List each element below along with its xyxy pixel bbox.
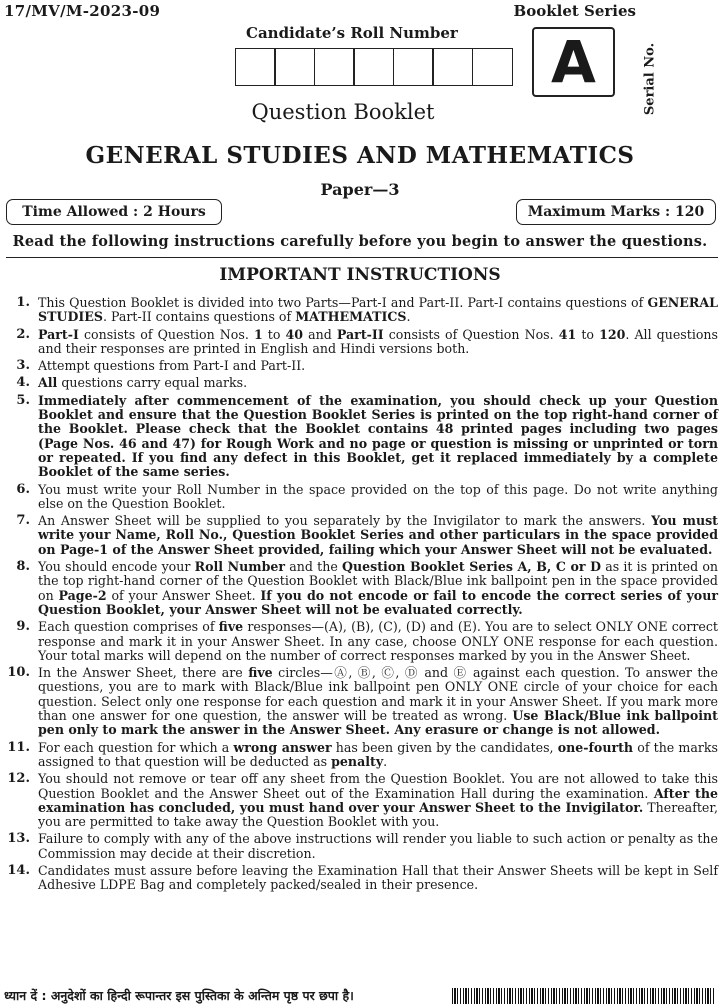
barcode	[452, 988, 716, 1004]
instruction-item	[6, 514, 718, 557]
instruction-number: 6.	[16, 481, 30, 497]
instruction-number: 7.	[16, 513, 30, 529]
instruction-text: You should not remove or tear off any sheet from the Question Booklet. You are not allowed to take this Question Booklet and the Answer Sheet out of the Examination Hall during the examination. After the examination has concluded, you must hand over your Answer Sheet to the Invigilator. Thereafter, you are permitted to take away the Question Booklet with you.	[38, 771, 719, 830]
booklet-series-letter: A	[551, 28, 596, 96]
instruction-text: Candidates must assure before leaving the Examination Hall that their Answer Sheets will be kept in Self Adhesive LDPE Bag and completely packed/sealed in their presence.	[38, 862, 718, 893]
instruction-item	[6, 741, 718, 770]
instruction-text: Attempt questions from Part-I and Part-II.	[38, 358, 306, 374]
roll-number-label: Candidate’s Roll Number	[246, 24, 458, 42]
booklet-series-label: Booklet Series	[513, 2, 636, 20]
instruction-number: 9.	[16, 619, 30, 635]
instruction-number: 4.	[16, 375, 30, 391]
hindi-note: ध्यान दें : अनुदेशों का हिन्दी रूपान्तर इस पुस्तिका के अन्तिम पृष्ठ पर छपा है।	[4, 988, 354, 1003]
question-booklet-label: Question Booklet	[251, 100, 435, 124]
instruction-number: 11.	[7, 739, 30, 755]
instruction-text: Failure to comply with any of the above instructions will render you liable to such action or penalty as the Commission may decide at their discretion.	[38, 831, 718, 861]
instruction-item	[6, 296, 718, 325]
instruction-text: Immediately after commencement of the examination, you should check up your Question Booklet and ensure that the Question Booklet Series is printed on the top right-hand corner of the Booklet. Please check that the Booklet contains 48 printed pages including two pages (Page Nos. 46 and 47) for Rough Work and no page or question is missing or unprinted or torn or repeated. If you find any defect in this Booklet, get it replaced immediately by a complete Booklet of the same series.	[38, 392, 718, 480]
instruction-number: 5.	[16, 392, 30, 408]
instruction-item	[6, 376, 718, 390]
instruction-text: You should encode your Roll Number and the Question Booklet Series A, B, C or D as it is printed on the top right-hand corner of the Question Booklet with Black/Blue ink ballpoint pen in the space provided on Page-2 of your Answer Sheet. If you do not encode or fail to encode the correct series of your Question Booklet, your Answer Sheet will not be evaluated correctly.	[38, 559, 719, 617]
instruction-item	[6, 483, 718, 512]
instruction-item	[6, 560, 718, 617]
instruction-text: An Answer Sheet will be supplied to you separately by the Invigilator to mark the answers. You must write your Name, Roll No., Question Booklet Series and other particulars in the space provided on Page-1 of the Answer Sheet provided, failing which your Answer Sheet will not be evaluated.	[38, 513, 719, 557]
instruction-number: 14.	[7, 862, 30, 878]
subject-title: GENERAL STUDIES AND MATHEMATICS	[85, 142, 635, 169]
roll-digit-box[interactable]	[432, 48, 473, 86]
instruction-text: For each question for which a wrong answer has been given by the candidates, one-fourth of the marks assigned to that question will be deducted as penalty.	[38, 739, 718, 769]
instruction-text: Part-I consists of Question Nos. 1 to 40 and Part-II consists of Question Nos. 41 to 120. All questions and their responses are printed in English and Hindi versions both.	[38, 326, 719, 356]
instruction-number: 8.	[16, 559, 30, 575]
instruction-item	[6, 772, 718, 829]
instruction-number: 10.	[7, 665, 30, 681]
instruction-item	[6, 666, 718, 737]
instruction-text: This Question Booklet is divided into two Parts—Part-I and Part-II. Part-I contains questions of GENERAL STUDIES. Part-II contains questions of MATHEMATICS.	[38, 295, 718, 325]
maximum-marks-box: Maximum Marks : 120	[516, 199, 716, 225]
exam-code: 17/MV/M-2023-09	[4, 2, 161, 20]
instruction-number: 13.	[7, 831, 30, 847]
instruction-text: Each question comprises of five responses—(A), (B), (C), (D) and (E). You are to select ONLY ONE correct response and mark it in your Answer Sheet. In any case, choose ONLY ONE response for each question. Your total marks will depend on the number of correct responses marked by you in the Answer Sheet.	[38, 619, 718, 663]
instruction-item	[6, 832, 718, 861]
roll-number-boxes	[236, 48, 513, 86]
instruction-number: 2.	[16, 326, 30, 342]
instruction-number: 1.	[16, 295, 30, 310]
roll-digit-box[interactable]	[393, 48, 434, 86]
instruction-item	[6, 359, 718, 373]
read-instructions-line: Read the following instructions carefully before you begin to answer the questions.	[12, 233, 708, 250]
divider	[6, 257, 718, 258]
instruction-item	[6, 394, 718, 480]
instruction-item	[6, 864, 718, 893]
time-allowed-box: Time Allowed : 2 Hours	[6, 199, 222, 225]
instruction-list	[6, 296, 718, 893]
roll-digit-box[interactable]	[472, 48, 513, 86]
instruction-item	[6, 328, 718, 357]
roll-digit-box[interactable]	[274, 48, 315, 86]
roll-digit-box[interactable]	[353, 48, 394, 86]
serial-number-label: Serial No.	[642, 42, 658, 116]
instruction-text: You must write your Roll Number in the space provided on the top of this page. Do not write anything else on the Question Booklet.	[38, 481, 718, 511]
instruction-number: 3.	[16, 358, 30, 374]
instruction-text: All questions carry equal marks.	[38, 375, 248, 391]
roll-digit-box[interactable]	[235, 48, 276, 86]
instruction-number: 12.	[7, 771, 30, 787]
booklet-series-box	[532, 27, 615, 97]
paper-number: Paper—3	[320, 180, 400, 199]
important-instructions-heading: IMPORTANT INSTRUCTIONS	[219, 265, 501, 285]
instruction-item	[6, 620, 718, 663]
instruction-text: In the Answer Sheet, there are five circles—Ⓐ, Ⓑ, Ⓒ, Ⓓ and Ⓔ against each question. To answer the questions, you are to mark with Black/Blue ink ballpoint pen ONLY ONE circle of your choice for each question. Select only one response for each question and mark it in your Answer Sheet. If you mark more than one answer for one question, the answer will be treated as wrong. Use Black/Blue ink ballpoint pen only to mark the answer in the Answer Sheet. Any erasure or change is not allowed.	[38, 665, 718, 738]
roll-digit-box[interactable]	[314, 48, 355, 86]
